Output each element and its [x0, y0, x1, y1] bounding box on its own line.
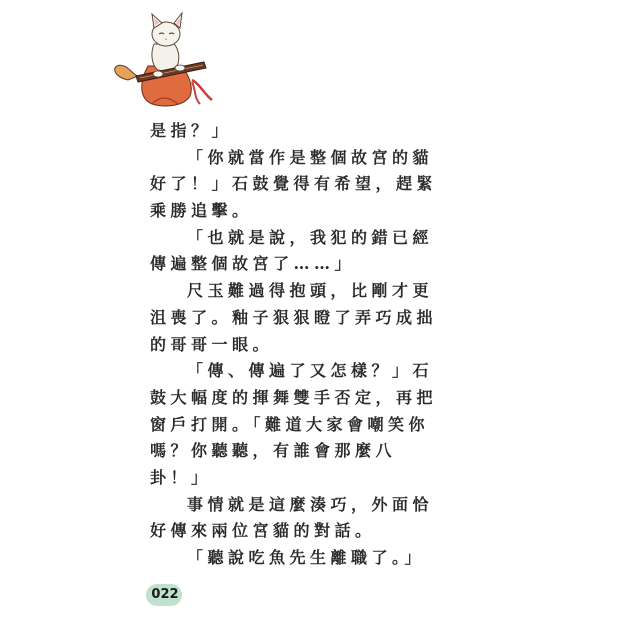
- cat-playing-guqin-illustration: [108, 10, 218, 110]
- page-number: 022: [151, 587, 179, 602]
- text-line: 卦！」: [150, 467, 212, 487]
- text-line: 「聽說吃魚先生離職了。」: [187, 548, 426, 567]
- text-line: 「你就當作是整個故宮的貓: [187, 147, 434, 167]
- text-line: 「傳、傳遍了又怎樣？」石: [187, 361, 434, 381]
- story-text: [150, 118, 490, 572]
- text-line: 「也就是說，我犯的錯已經: [187, 227, 434, 247]
- text-line: 沮喪了。釉子狠狠瞪了弄巧成拙: [150, 307, 438, 327]
- text-line: 是指？」: [150, 121, 233, 140]
- text-line: 事情就是這麼湊巧，外面恰: [187, 494, 434, 514]
- text-line: 傳遍整個故宮了……」: [150, 254, 356, 274]
- text-line: 好了！」石鼓覺得有希望，趕緊: [150, 174, 438, 194]
- text-line: 的哥哥一眼。: [150, 334, 274, 354]
- text-line: 乘勝追擊。: [150, 201, 253, 221]
- text-line: 鼓大幅度的揮舞雙手否定，再把: [150, 387, 438, 407]
- text-line: 窗戶打開。「難道大家會嘲笑你: [150, 414, 430, 434]
- text-line: 嗎？你聽聽，有誰會那麼八: [150, 441, 397, 461]
- text-line: 好傳來兩位宮貓的對話。: [150, 521, 376, 541]
- text-line: 尺玉難過得抱頭，比剛才更: [187, 281, 434, 301]
